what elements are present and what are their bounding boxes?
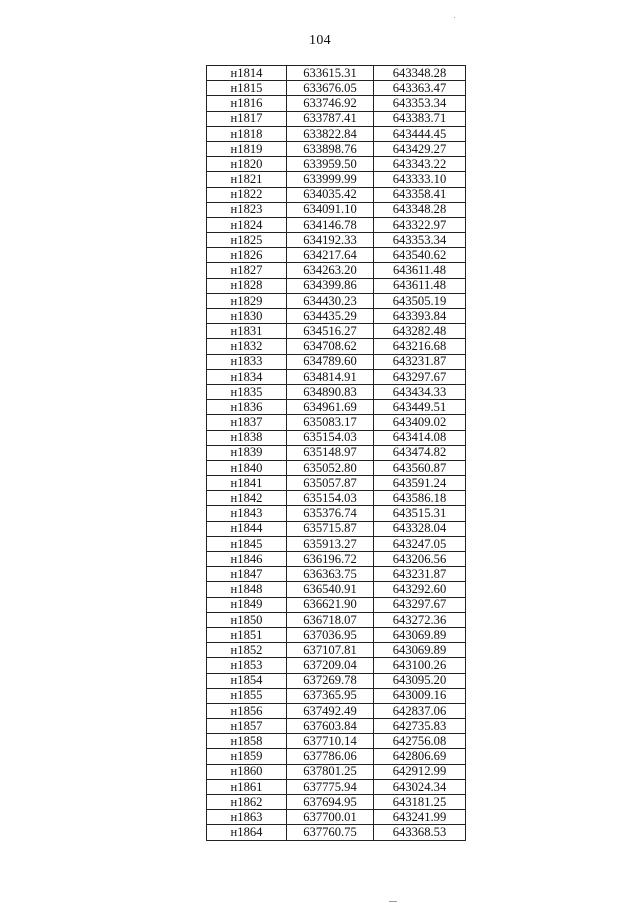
- y-coordinate-cell: 643586.18: [374, 491, 466, 506]
- x-coordinate-cell: 634961.69: [287, 400, 374, 415]
- x-coordinate-cell: 634430.23: [287, 293, 374, 308]
- point-id-cell: н1841: [207, 476, 287, 491]
- y-coordinate-cell: 643409.02: [374, 415, 466, 430]
- y-coordinate-cell: 643393.84: [374, 309, 466, 324]
- table-row: [207, 339, 466, 354]
- table-row: [207, 825, 466, 840]
- x-coordinate-cell: 637760.75: [287, 825, 374, 840]
- scan-speck: [389, 901, 397, 902]
- y-coordinate-cell: 643292.60: [374, 582, 466, 597]
- x-coordinate-cell: 635154.03: [287, 430, 374, 445]
- x-coordinate-cell: 635083.17: [287, 415, 374, 430]
- table-row: [207, 506, 466, 521]
- x-coordinate-cell: 634399.86: [287, 278, 374, 293]
- table-row: [207, 795, 466, 810]
- x-coordinate-cell: 634890.83: [287, 384, 374, 399]
- x-coordinate-cell: 633999.99: [287, 172, 374, 187]
- x-coordinate-cell: 633959.50: [287, 157, 374, 172]
- point-id-cell: н1864: [207, 825, 287, 840]
- y-coordinate-cell: 643282.48: [374, 324, 466, 339]
- y-coordinate-cell: 642806.69: [374, 749, 466, 764]
- y-coordinate-cell: 643100.26: [374, 658, 466, 673]
- x-coordinate-cell: 637492.49: [287, 703, 374, 718]
- coordinates-table-body: [207, 66, 466, 841]
- x-coordinate-cell: 637801.25: [287, 764, 374, 779]
- point-id-cell: н1838: [207, 430, 287, 445]
- y-coordinate-cell: 643231.87: [374, 567, 466, 582]
- y-coordinate-cell: 643358.41: [374, 187, 466, 202]
- y-coordinate-cell: 642756.08: [374, 734, 466, 749]
- x-coordinate-cell: 637710.14: [287, 734, 374, 749]
- y-coordinate-cell: 643429.27: [374, 141, 466, 156]
- x-coordinate-cell: 637209.04: [287, 658, 374, 673]
- point-id-cell: н1814: [207, 66, 287, 81]
- x-coordinate-cell: 637269.78: [287, 673, 374, 688]
- table-row: [207, 430, 466, 445]
- y-coordinate-cell: 643444.45: [374, 126, 466, 141]
- x-coordinate-cell: 637694.95: [287, 795, 374, 810]
- point-id-cell: н1857: [207, 719, 287, 734]
- x-coordinate-cell: 633746.92: [287, 96, 374, 111]
- point-id-cell: н1819: [207, 141, 287, 156]
- point-id-cell: н1840: [207, 460, 287, 475]
- table-row: [207, 278, 466, 293]
- table-row: [207, 202, 466, 217]
- x-coordinate-cell: 637603.84: [287, 719, 374, 734]
- x-coordinate-cell: 634091.10: [287, 202, 374, 217]
- table-row: [207, 627, 466, 642]
- x-coordinate-cell: 637775.94: [287, 779, 374, 794]
- point-id-cell: н1825: [207, 233, 287, 248]
- table-row: [207, 673, 466, 688]
- table-row: [207, 749, 466, 764]
- y-coordinate-cell: 643591.24: [374, 476, 466, 491]
- table-row: [207, 354, 466, 369]
- x-coordinate-cell: 635057.87: [287, 476, 374, 491]
- y-coordinate-cell: 643247.05: [374, 536, 466, 551]
- table-row: [207, 491, 466, 506]
- x-coordinate-cell: 635913.27: [287, 536, 374, 551]
- x-coordinate-cell: 636621.90: [287, 597, 374, 612]
- y-coordinate-cell: 643353.34: [374, 233, 466, 248]
- point-id-cell: н1831: [207, 324, 287, 339]
- y-coordinate-cell: 643343.22: [374, 157, 466, 172]
- x-coordinate-cell: 635052.80: [287, 460, 374, 475]
- point-id-cell: н1863: [207, 810, 287, 825]
- point-id-cell: н1850: [207, 612, 287, 627]
- table-row: [207, 460, 466, 475]
- y-coordinate-cell: 643363.47: [374, 81, 466, 96]
- table-row: [207, 779, 466, 794]
- point-id-cell: н1821: [207, 172, 287, 187]
- point-id-cell: н1858: [207, 734, 287, 749]
- x-coordinate-cell: 633787.41: [287, 111, 374, 126]
- page-number: 104: [309, 33, 331, 48]
- point-id-cell: н1833: [207, 354, 287, 369]
- point-id-cell: н1859: [207, 749, 287, 764]
- point-id-cell: н1836: [207, 400, 287, 415]
- table-row: [207, 552, 466, 567]
- point-id-cell: н1852: [207, 643, 287, 658]
- x-coordinate-cell: 634435.29: [287, 309, 374, 324]
- point-id-cell: н1849: [207, 597, 287, 612]
- point-id-cell: н1856: [207, 703, 287, 718]
- table-row: [207, 810, 466, 825]
- y-coordinate-cell: 643181.25: [374, 795, 466, 810]
- table-row: [207, 141, 466, 156]
- point-id-cell: н1844: [207, 521, 287, 536]
- table-row: [207, 445, 466, 460]
- table-row: [207, 719, 466, 734]
- x-coordinate-cell: 636718.07: [287, 612, 374, 627]
- table-row: [207, 567, 466, 582]
- point-id-cell: н1832: [207, 339, 287, 354]
- point-id-cell: н1854: [207, 673, 287, 688]
- x-coordinate-cell: 634146.78: [287, 217, 374, 232]
- x-coordinate-cell: 636196.72: [287, 552, 374, 567]
- point-id-cell: н1822: [207, 187, 287, 202]
- table-row: [207, 536, 466, 551]
- x-coordinate-cell: 637786.06: [287, 749, 374, 764]
- table-row: [207, 66, 466, 81]
- scan-speck: [454, 17, 455, 18]
- y-coordinate-cell: 643540.62: [374, 248, 466, 263]
- y-coordinate-cell: 643434.33: [374, 384, 466, 399]
- y-coordinate-cell: 643272.36: [374, 612, 466, 627]
- point-id-cell: н1837: [207, 415, 287, 430]
- point-id-cell: н1843: [207, 506, 287, 521]
- x-coordinate-cell: 633822.84: [287, 126, 374, 141]
- table-row: [207, 734, 466, 749]
- point-id-cell: н1817: [207, 111, 287, 126]
- table-row: [207, 688, 466, 703]
- point-id-cell: н1820: [207, 157, 287, 172]
- y-coordinate-cell: 643024.34: [374, 779, 466, 794]
- point-id-cell: н1830: [207, 309, 287, 324]
- point-id-cell: н1824: [207, 217, 287, 232]
- y-coordinate-cell: 643348.28: [374, 66, 466, 81]
- x-coordinate-cell: 634708.62: [287, 339, 374, 354]
- point-id-cell: н1835: [207, 384, 287, 399]
- y-coordinate-cell: 643348.28: [374, 202, 466, 217]
- y-coordinate-cell: 643449.51: [374, 400, 466, 415]
- point-id-cell: н1847: [207, 567, 287, 582]
- y-coordinate-cell: 643515.31: [374, 506, 466, 521]
- table-row: [207, 764, 466, 779]
- table-row: [207, 263, 466, 278]
- point-id-cell: н1862: [207, 795, 287, 810]
- y-coordinate-cell: 643611.48: [374, 278, 466, 293]
- point-id-cell: н1855: [207, 688, 287, 703]
- y-coordinate-cell: 643069.89: [374, 627, 466, 642]
- x-coordinate-cell: 636363.75: [287, 567, 374, 582]
- table-row: [207, 612, 466, 627]
- table-row: [207, 217, 466, 232]
- y-coordinate-cell: 643333.10: [374, 172, 466, 187]
- point-id-cell: н1827: [207, 263, 287, 278]
- x-coordinate-cell: 634263.20: [287, 263, 374, 278]
- y-coordinate-cell: 643297.67: [374, 597, 466, 612]
- point-id-cell: н1848: [207, 582, 287, 597]
- point-id-cell: н1853: [207, 658, 287, 673]
- y-coordinate-cell: 643474.82: [374, 445, 466, 460]
- x-coordinate-cell: 637700.01: [287, 810, 374, 825]
- y-coordinate-cell: 643095.20: [374, 673, 466, 688]
- y-coordinate-cell: 643560.87: [374, 460, 466, 475]
- y-coordinate-cell: 643368.53: [374, 825, 466, 840]
- point-id-cell: н1815: [207, 81, 287, 96]
- x-coordinate-cell: 634814.91: [287, 369, 374, 384]
- x-coordinate-cell: 634217.64: [287, 248, 374, 263]
- table-row: [207, 415, 466, 430]
- x-coordinate-cell: 635715.87: [287, 521, 374, 536]
- table-row: [207, 172, 466, 187]
- table-row: [207, 157, 466, 172]
- x-coordinate-cell: 637036.95: [287, 627, 374, 642]
- y-coordinate-cell: 642912.99: [374, 764, 466, 779]
- x-coordinate-cell: 634516.27: [287, 324, 374, 339]
- x-coordinate-cell: 636540.91: [287, 582, 374, 597]
- y-coordinate-cell: 643206.56: [374, 552, 466, 567]
- x-coordinate-cell: 637365.95: [287, 688, 374, 703]
- x-coordinate-cell: 637107.81: [287, 643, 374, 658]
- table-row: [207, 248, 466, 263]
- x-coordinate-cell: 634035.42: [287, 187, 374, 202]
- x-coordinate-cell: 633615.31: [287, 66, 374, 81]
- x-coordinate-cell: 635376.74: [287, 506, 374, 521]
- y-coordinate-cell: 643611.48: [374, 263, 466, 278]
- x-coordinate-cell: 634789.60: [287, 354, 374, 369]
- y-coordinate-cell: 643383.71: [374, 111, 466, 126]
- table-row: [207, 369, 466, 384]
- point-id-cell: н1839: [207, 445, 287, 460]
- table-row: [207, 126, 466, 141]
- y-coordinate-cell: 643328.04: [374, 521, 466, 536]
- point-id-cell: н1823: [207, 202, 287, 217]
- point-id-cell: н1842: [207, 491, 287, 506]
- y-coordinate-cell: 643353.34: [374, 96, 466, 111]
- table-row: [207, 384, 466, 399]
- x-coordinate-cell: 634192.33: [287, 233, 374, 248]
- point-id-cell: н1818: [207, 126, 287, 141]
- point-id-cell: н1834: [207, 369, 287, 384]
- table-row: [207, 521, 466, 536]
- point-id-cell: н1860: [207, 764, 287, 779]
- table-row: [207, 597, 466, 612]
- x-coordinate-cell: 633898.76: [287, 141, 374, 156]
- table-row: [207, 187, 466, 202]
- table-row: [207, 476, 466, 491]
- y-coordinate-cell: 643297.67: [374, 369, 466, 384]
- coordinates-table: [206, 65, 466, 841]
- x-coordinate-cell: 635154.03: [287, 491, 374, 506]
- point-id-cell: н1861: [207, 779, 287, 794]
- y-coordinate-cell: 643241.99: [374, 810, 466, 825]
- table-row: [207, 233, 466, 248]
- y-coordinate-cell: 642735.83: [374, 719, 466, 734]
- y-coordinate-cell: 643505.19: [374, 293, 466, 308]
- point-id-cell: н1816: [207, 96, 287, 111]
- table-row: [207, 643, 466, 658]
- y-coordinate-cell: 643069.89: [374, 643, 466, 658]
- y-coordinate-cell: 643009.16: [374, 688, 466, 703]
- point-id-cell: н1826: [207, 248, 287, 263]
- table-row: [207, 658, 466, 673]
- point-id-cell: н1829: [207, 293, 287, 308]
- y-coordinate-cell: 643322.97: [374, 217, 466, 232]
- table-row: [207, 582, 466, 597]
- table-row: [207, 96, 466, 111]
- x-coordinate-cell: 633676.05: [287, 81, 374, 96]
- table-row: [207, 400, 466, 415]
- table-row: [207, 111, 466, 126]
- point-id-cell: н1845: [207, 536, 287, 551]
- y-coordinate-cell: 643216.68: [374, 339, 466, 354]
- table-row: [207, 309, 466, 324]
- table-row: [207, 81, 466, 96]
- table-row: [207, 324, 466, 339]
- y-coordinate-cell: 642837.06: [374, 703, 466, 718]
- table-row: [207, 703, 466, 718]
- x-coordinate-cell: 635148.97: [287, 445, 374, 460]
- point-id-cell: н1828: [207, 278, 287, 293]
- point-id-cell: н1851: [207, 627, 287, 642]
- y-coordinate-cell: 643231.87: [374, 354, 466, 369]
- point-id-cell: н1846: [207, 552, 287, 567]
- y-coordinate-cell: 643414.08: [374, 430, 466, 445]
- table-row: [207, 293, 466, 308]
